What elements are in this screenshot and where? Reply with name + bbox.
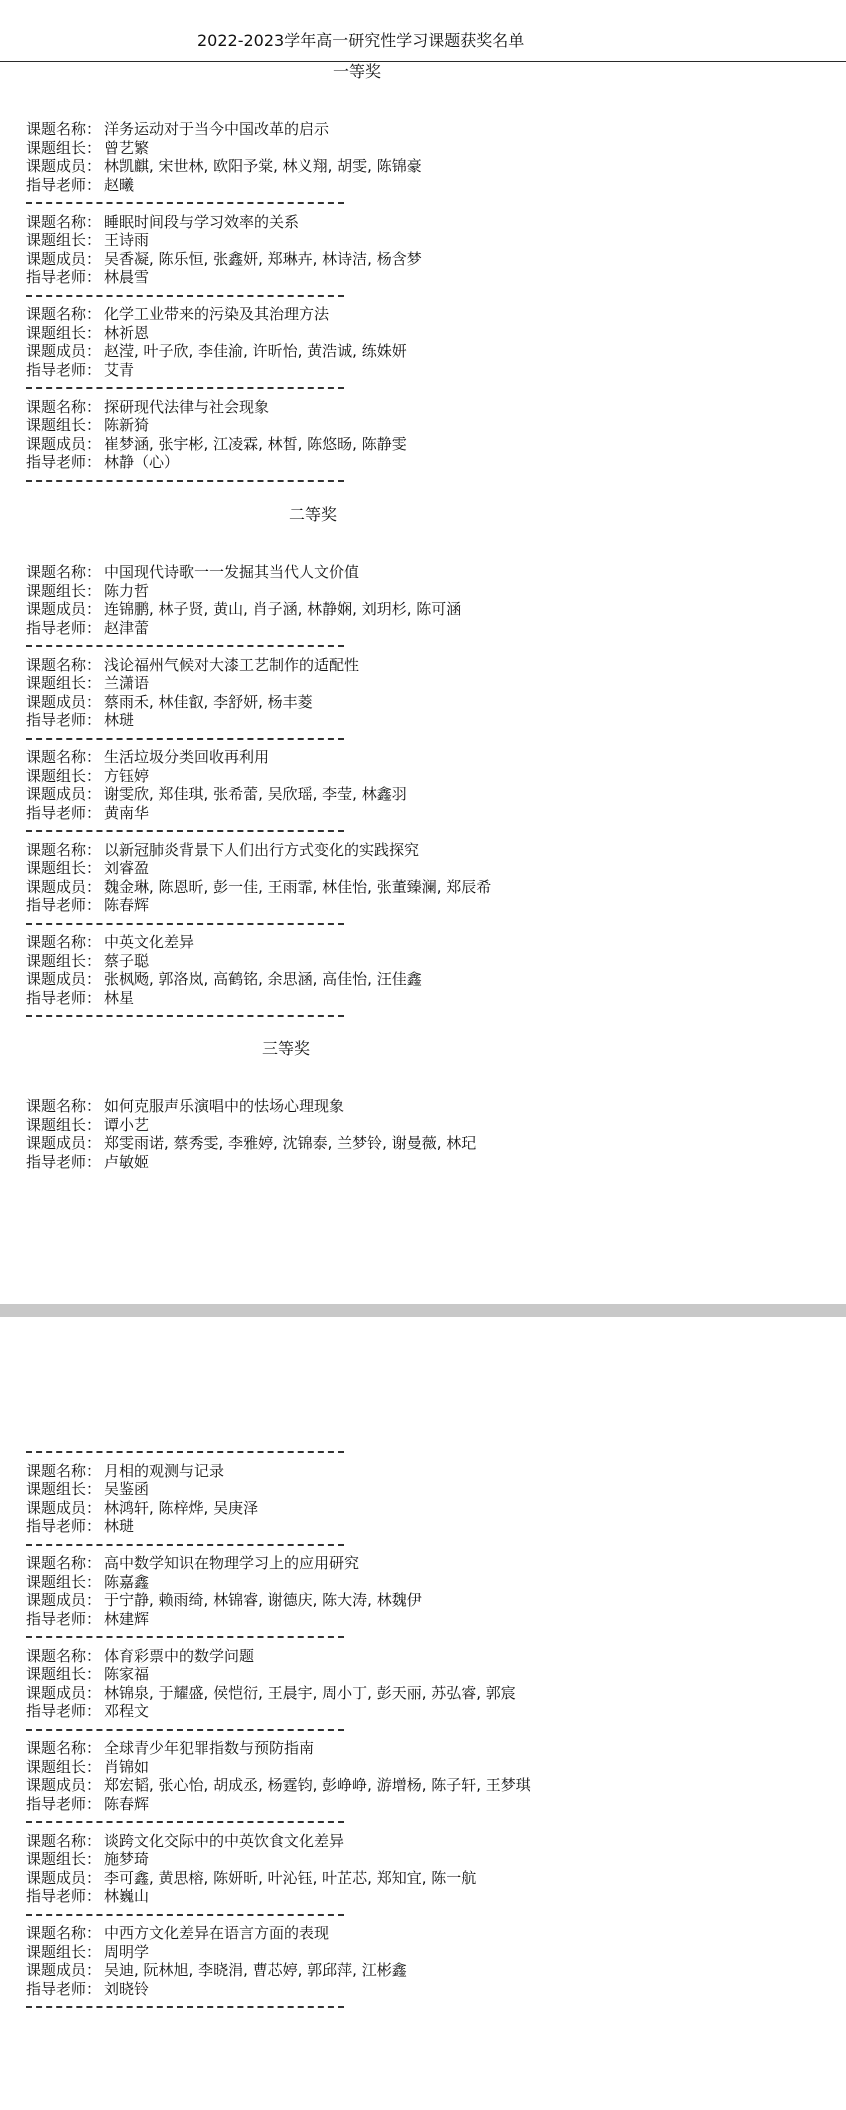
project-advisor-line	[26, 453, 831, 472]
project-members-label: 课题成员：	[26, 1961, 102, 1979]
project-leader-value: 曾艺繁	[104, 138, 150, 157]
project-members-line	[26, 878, 831, 897]
project-members-value: 郑雯雨诺, 蔡秀雯, 李雅婷, 沈锦泰, 兰梦铃, 谢曼薇, 林玘	[104, 1134, 477, 1152]
project-name-value: 睡眠时间段与学习效率的关系	[104, 212, 300, 231]
entry-separator	[26, 730, 344, 749]
project-leader-value: 陈嘉鑫	[104, 1572, 150, 1591]
project-members-label: 课题成员：	[26, 1683, 102, 1702]
project-advisor-label: 指导老师：	[26, 803, 102, 822]
project-advisor-value: 陈春辉	[104, 896, 150, 914]
third-prize-entries	[26, 1097, 831, 1171]
project-entry	[26, 1462, 831, 1536]
project-advisor-line	[26, 1980, 831, 1999]
project-advisor-line	[26, 361, 831, 380]
project-members-label: 课题成员：	[26, 1591, 102, 1609]
second-prize-entries	[26, 563, 831, 1026]
project-name-line	[26, 1832, 831, 1851]
project-entry	[26, 1554, 831, 1628]
entry-separator	[26, 637, 344, 656]
project-leader-label: 课题组长：	[26, 674, 102, 692]
entry-separator	[26, 379, 344, 398]
project-members-value: 魏金琳, 陈恩昕, 彭一佳, 王雨霏, 林佳怡, 张董臻澜, 郑辰希	[104, 877, 492, 896]
project-leader-line	[26, 767, 831, 786]
project-name-value: 如何克服声乐演唱中的怯场心理现象	[104, 1097, 345, 1115]
project-leader-label: 课题组长：	[26, 138, 102, 157]
project-leader-label: 课题组长：	[26, 581, 102, 600]
section-header-third-prize: 三等奖	[262, 1039, 311, 1058]
project-name-label: 课题名称：	[26, 1554, 102, 1572]
project-advisor-label: 指导老师：	[26, 1517, 102, 1535]
project-advisor-label: 指导老师：	[26, 1979, 102, 1998]
project-leader-line	[26, 1665, 831, 1684]
entry-separator	[26, 1813, 344, 1832]
project-advisor-line	[26, 896, 831, 915]
project-name-label: 课题名称：	[26, 212, 102, 231]
page-break-bar	[0, 1304, 846, 1317]
project-name-line	[26, 120, 831, 139]
project-name-line	[26, 656, 831, 675]
project-members-line	[26, 1684, 831, 1703]
project-entry	[26, 841, 831, 915]
project-members-value: 郑宏韬, 张心怡, 胡成丞, 杨霆钧, 彭峥峥, 游增杨, 陈子轩, 王梦琪	[104, 1776, 531, 1794]
project-advisor-label: 指导老师：	[26, 988, 102, 1007]
project-members-line	[26, 342, 831, 361]
project-members-label: 课题成员：	[26, 157, 102, 175]
project-members-label: 课题成员：	[26, 785, 102, 803]
project-leader-label: 课题组长：	[26, 323, 102, 342]
entry-separator	[26, 472, 344, 491]
project-members-value: 于宁静, 赖雨绮, 林锦睿, 谢德庆, 陈大涛, 林魏伊	[104, 1591, 422, 1609]
project-entry	[26, 748, 831, 822]
project-leader-label: 课题组长：	[26, 416, 102, 434]
project-name-line	[26, 933, 831, 952]
title-rule	[0, 61, 846, 62]
project-advisor-value: 陈春辉	[104, 1794, 150, 1813]
project-name-label: 课题名称：	[26, 120, 102, 138]
project-name-value: 月相的观测与记录	[104, 1461, 225, 1480]
project-advisor-label: 指导老师：	[26, 896, 102, 914]
project-members-value: 吴香凝, 陈乐恒, 张鑫妍, 郑琳卉, 林诗洁, 杨含梦	[104, 249, 422, 268]
project-members-line	[26, 1869, 831, 1888]
project-name-value: 高中数学知识在物理学习上的应用研究	[104, 1554, 360, 1572]
project-leader-value: 陈力哲	[104, 581, 150, 600]
project-entry	[26, 933, 831, 1007]
project-advisor-label: 指导老师：	[26, 1702, 102, 1720]
project-members-label: 课题成员：	[26, 1498, 102, 1517]
project-members-label: 课题成员：	[26, 877, 102, 896]
project-name-label: 课题名称：	[26, 655, 102, 674]
project-advisor-label: 指导老师：	[26, 175, 102, 194]
project-name-value: 以新冠肺炎背景下人们出行方式变化的实践探究	[104, 840, 420, 859]
project-advisor-value: 邓程文	[104, 1702, 150, 1720]
project-members-label: 课题成员：	[26, 970, 102, 988]
project-name-label: 课题名称：	[26, 1461, 102, 1480]
project-advisor-line	[26, 176, 831, 195]
project-members-label: 课题成员：	[26, 1868, 102, 1887]
project-leader-value: 林祈恩	[104, 323, 150, 342]
project-members-line	[26, 1134, 831, 1153]
project-leader-label: 课题组长：	[26, 1115, 102, 1134]
project-members-line	[26, 970, 831, 989]
project-leader-label: 课题组长：	[26, 766, 102, 785]
project-members-value: 崔梦涵, 张宇彬, 江凌霖, 林皙, 陈悠旸, 陈静雯	[104, 434, 407, 453]
project-members-value: 赵滢, 叶子欣, 李佳渝, 许昕怡, 黄浩诚, 练姝妍	[104, 342, 407, 360]
project-leader-label: 课题组长：	[26, 1572, 102, 1591]
project-leader-label: 课题组长：	[26, 859, 102, 877]
project-leader-label: 课题组长：	[26, 1480, 102, 1498]
project-name-line	[26, 1554, 831, 1573]
project-leader-line	[26, 582, 831, 601]
project-name-value: 全球青少年犯罪指数与预防指南	[104, 1739, 315, 1757]
project-name-line	[26, 1462, 831, 1481]
project-advisor-label: 指导老师：	[26, 360, 102, 379]
project-name-value: 中英文化差异	[104, 933, 195, 951]
entry-separator	[26, 194, 344, 213]
project-advisor-line	[26, 268, 831, 287]
project-leader-line	[26, 1758, 831, 1777]
project-members-line	[26, 693, 831, 712]
project-advisor-value: 赵曦	[104, 175, 135, 194]
project-advisor-value: 黄南华	[104, 803, 150, 822]
project-leader-line	[26, 416, 831, 435]
project-leader-label: 课题组长：	[26, 231, 102, 249]
project-members-value: 蔡雨禾, 林佳叡, 李舒妍, 杨丰菱	[104, 692, 313, 711]
project-leader-value: 陈新猗	[104, 416, 150, 434]
project-name-line	[26, 1924, 831, 1943]
project-name-value: 生活垃圾分类回收再利用	[104, 748, 270, 766]
project-advisor-label: 指导老师：	[26, 1887, 102, 1905]
project-advisor-value: 林静（心）	[104, 453, 180, 471]
project-name-label: 课题名称：	[26, 748, 102, 766]
project-name-value: 化学工业带来的污染及其治理方法	[104, 305, 330, 323]
project-advisor-value: 林星	[104, 988, 135, 1007]
project-name-value: 浅论福州气候对大漆工艺制作的适配性	[104, 655, 360, 674]
project-name-value: 中西方文化差异在语言方面的表现	[104, 1924, 330, 1942]
project-advisor-value: 刘晓铃	[104, 1979, 150, 1998]
entry-separator	[26, 1998, 344, 2017]
entry-separator	[26, 822, 344, 841]
project-name-value: 洋务运动对于当今中国改革的启示	[104, 120, 330, 138]
project-name-label: 课题名称：	[26, 840, 102, 859]
project-name-label: 课题名称：	[26, 305, 102, 323]
project-advisor-value: 林建辉	[104, 1609, 150, 1628]
project-advisor-value: 林琎	[104, 711, 135, 729]
project-name-label: 课题名称：	[26, 397, 102, 416]
project-name-label: 课题名称：	[26, 1097, 102, 1115]
project-entry	[26, 1739, 831, 1813]
project-members-label: 课题成员：	[26, 434, 102, 453]
project-entry	[26, 398, 831, 472]
project-leader-line	[26, 859, 831, 878]
project-leader-line	[26, 952, 831, 971]
section-header-second-prize: 二等奖	[289, 505, 338, 524]
project-entry	[26, 305, 831, 379]
project-leader-value: 周明学	[104, 1942, 150, 1961]
project-advisor-line	[26, 804, 831, 823]
entry-separator	[26, 287, 344, 306]
entry-separator	[26, 1906, 344, 1925]
project-leader-value: 吴鉴函	[104, 1480, 150, 1498]
project-entry	[26, 213, 831, 287]
project-name-line	[26, 841, 831, 860]
project-advisor-label: 指导老师：	[26, 268, 102, 286]
project-leader-line	[26, 324, 831, 343]
project-members-line	[26, 600, 831, 619]
project-members-line	[26, 1961, 831, 1980]
project-name-label: 课题名称：	[26, 1739, 102, 1757]
project-leader-value: 方钰婷	[104, 766, 150, 785]
project-leader-line	[26, 1850, 831, 1869]
project-name-value: 中国现代诗歌一一发掘其当代人文价值	[104, 563, 360, 581]
project-advisor-line	[26, 1702, 831, 1721]
project-leader-value: 王诗雨	[104, 231, 150, 249]
project-advisor-line	[26, 619, 831, 638]
project-advisor-line	[26, 1517, 831, 1536]
project-members-label: 课题成员：	[26, 249, 102, 268]
project-leader-line	[26, 139, 831, 158]
project-advisor-value: 赵津蕾	[104, 618, 150, 637]
project-advisor-label: 指导老师：	[26, 1794, 102, 1813]
project-advisor-label: 指导老师：	[26, 453, 102, 471]
project-name-line	[26, 748, 831, 767]
project-leader-value: 谭小艺	[104, 1115, 150, 1134]
project-leader-label: 课题组长：	[26, 1757, 102, 1776]
project-advisor-label: 指导老师：	[26, 711, 102, 729]
project-members-line	[26, 1591, 831, 1610]
project-name-label: 课题名称：	[26, 1831, 102, 1850]
project-advisor-value: 艾青	[104, 360, 135, 379]
entry-separator	[26, 1007, 344, 1026]
project-members-line	[26, 785, 831, 804]
project-leader-line	[26, 1943, 831, 1962]
project-leader-line	[26, 1573, 831, 1592]
project-members-value: 张枫飏, 郭洛岚, 高鹤铭, 余思涵, 高佳怡, 汪佳鑫	[104, 970, 422, 988]
project-members-label: 课题成员：	[26, 1134, 102, 1152]
project-leader-label: 课题组长：	[26, 1665, 102, 1683]
project-members-line	[26, 250, 831, 269]
project-leader-value: 施梦琦	[104, 1850, 150, 1868]
project-members-value: 吴迪, 阮林旭, 李晓涓, 曹芯婷, 郭邱萍, 江彬鑫	[104, 1961, 407, 1979]
entry-separator	[26, 1536, 344, 1555]
project-advisor-line	[26, 1887, 831, 1906]
project-leader-value: 兰潇语	[104, 674, 150, 692]
project-leader-line	[26, 1480, 831, 1499]
entry-separator	[26, 1443, 344, 1462]
section-header-first-prize: 一等奖	[333, 62, 382, 81]
project-advisor-label: 指导老师：	[26, 1609, 102, 1628]
project-name-label: 课题名称：	[26, 1646, 102, 1665]
project-name-label: 课题名称：	[26, 1924, 102, 1942]
project-name-line	[26, 1097, 831, 1116]
project-name-value: 体育彩票中的数学问题	[104, 1646, 255, 1665]
document-title: 2022-2023学年高一研究性学习课题获奖名单	[197, 31, 525, 50]
project-advisor-line	[26, 711, 831, 730]
project-members-line	[26, 1776, 831, 1795]
project-leader-value: 陈家福	[104, 1665, 150, 1683]
project-entry	[26, 1097, 831, 1171]
project-name-line	[26, 213, 831, 232]
project-advisor-value: 林琎	[104, 1517, 135, 1535]
project-members-value: 林锦泉, 于耀盛, 侯恺衍, 王晨宇, 周小丁, 彭天丽, 苏弘睿, 郭宸	[104, 1683, 516, 1702]
project-advisor-value: 林晨雪	[104, 268, 150, 286]
project-advisor-line	[26, 1153, 831, 1172]
entry-separator	[26, 1721, 344, 1740]
project-name-line	[26, 398, 831, 417]
project-name-line	[26, 305, 831, 324]
project-leader-line	[26, 674, 831, 693]
project-members-value: 李可鑫, 黄思榕, 陈妍昕, 叶沁钰, 叶芷芯, 郑知宜, 陈一航	[104, 1868, 477, 1887]
project-members-label: 课题成员：	[26, 600, 102, 618]
project-name-line	[26, 1647, 831, 1666]
project-leader-value: 蔡子聪	[104, 951, 150, 970]
entry-separator	[26, 915, 344, 934]
project-leader-label: 课题组长：	[26, 951, 102, 970]
project-members-value: 林凯麒, 宋世林, 欧阳予棠, 林义翔, 胡雯, 陈锦豪	[104, 157, 422, 175]
project-leader-label: 课题组长：	[26, 1850, 102, 1868]
continued-third-prize-entries	[26, 1443, 831, 2017]
project-advisor-line	[26, 1610, 831, 1629]
project-members-value: 谢雯欣, 郑佳琪, 张希蕾, 吴欣瑶, 李莹, 林鑫羽	[104, 785, 407, 803]
project-name-value: 探研现代法律与社会现象	[104, 397, 270, 416]
project-leader-value: 刘睿盈	[104, 859, 150, 877]
project-name-line	[26, 1739, 831, 1758]
project-entry	[26, 120, 831, 194]
project-members-line	[26, 1499, 831, 1518]
project-members-label: 课题成员：	[26, 1776, 102, 1794]
project-members-value: 连锦鹏, 林子贤, 黄山, 肖子涵, 林静娴, 刘玥杉, 陈可涵	[104, 600, 462, 618]
project-advisor-line	[26, 989, 831, 1008]
first-prize-entries	[26, 120, 831, 490]
project-leader-line	[26, 1116, 831, 1135]
project-entry	[26, 1647, 831, 1721]
project-leader-label: 课题组长：	[26, 1942, 102, 1961]
project-leader-value: 肖锦如	[104, 1757, 150, 1776]
project-members-label: 课题成员：	[26, 342, 102, 360]
project-name-label: 课题名称：	[26, 933, 102, 951]
project-members-line	[26, 435, 831, 454]
project-members-label: 课题成员：	[26, 692, 102, 711]
project-name-line	[26, 563, 831, 582]
project-advisor-label: 指导老师：	[26, 1152, 102, 1171]
project-advisor-value: 卢敏姬	[104, 1152, 150, 1171]
project-leader-line	[26, 231, 831, 250]
project-entry	[26, 656, 831, 730]
project-advisor-label: 指导老师：	[26, 618, 102, 637]
project-members-line	[26, 157, 831, 176]
project-members-value: 林鸿轩, 陈梓烨, 吴庚泽	[104, 1498, 259, 1517]
project-entry	[26, 563, 831, 637]
project-name-label: 课题名称：	[26, 563, 102, 581]
project-entry	[26, 1924, 831, 1998]
entry-separator	[26, 1628, 344, 1647]
project-name-value: 谈跨文化交际中的中英饮食文化差异	[104, 1831, 345, 1850]
project-entry	[26, 1832, 831, 1906]
project-advisor-value: 林巍山	[104, 1887, 150, 1905]
project-advisor-line	[26, 1795, 831, 1814]
